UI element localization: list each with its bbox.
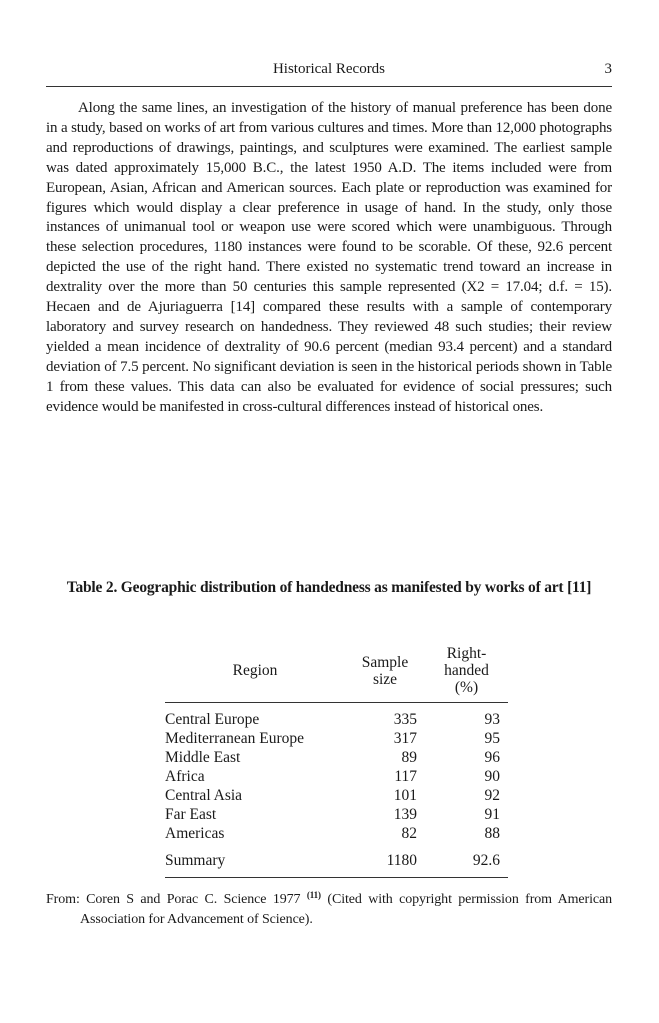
table-header-row	[165, 645, 508, 703]
source-note-prefix: From: Coren S and Porac C. Science 1977	[46, 892, 307, 907]
table-row	[165, 767, 508, 786]
cell-region: Far East	[165, 806, 217, 823]
source-note-suffix: (Cited with copyright permission from American Association for Advancement of Science).	[80, 892, 613, 927]
citation-reference: (11)	[306, 890, 321, 900]
running-title: Historical Records	[272, 61, 386, 77]
cell-region: Central Europe	[165, 711, 260, 728]
table-row	[165, 824, 508, 843]
cell-right-handed: 96	[484, 749, 500, 766]
cell-sample-size: 82	[401, 825, 417, 842]
table-row	[165, 729, 508, 748]
cell-right-handed: 92.6	[425, 843, 508, 878]
cell-sample-size: 89	[401, 749, 417, 766]
header-sample-size: Sample size	[345, 645, 425, 703]
cell-right-handed: 92	[484, 787, 500, 804]
body-text	[46, 99, 612, 418]
cell-sample-size: 335	[393, 711, 417, 728]
table-row	[165, 748, 508, 767]
handedness-table	[165, 645, 508, 878]
running-header	[46, 58, 612, 80]
cell-sample-size: 139	[393, 806, 417, 823]
cell-right-handed: 95	[484, 730, 500, 747]
cell-right-handed: 88	[484, 825, 500, 842]
header-rule	[46, 86, 612, 87]
cell-sample-size: 317	[393, 730, 417, 747]
header-region: Region	[165, 645, 345, 703]
table-row	[165, 703, 508, 730]
cell-region: Middle East	[165, 749, 241, 766]
body-paragraph: Along the same lines, an investigation of the history of manual preference has been done in a study, based on works of art from various cultures and times. More than 12,000 photographs and reproductions of drawings, paintings, and sculptures were examined. The earliest sample was dated approximately 15,000 B.C., the latest 1950 A.D. The items included were from European, Asian, African and American sources. Each plate or reproduction was examined for figures which would display a clear preference in usage of hand. In the study, only those instances of unimanual tool or weapon use were scored which were unambiguous. Through these selection procedures, 1180 instances were found to be scorable. Of these, 92.6 percent depicted the use of the right hand. There existed no systematic trend toward an increase in dextrality over the more than 50 centuries this sample represented (X2 = 17.04; d.f. = 15). Hecaen and de Ajuriaguerra [14] compared these results with a sample of contemporary laboratory and survey research on handedness. They reviewed 48 such studies; their review yielded a mean incidence of dextrality of 90.6 percent (median 93.4 percent) and a standard deviation of 7.5 percent. No significant deviation is seen in the historical periods shown in Table 1 from these values. This data can also be evaluated for evidence of social pressures; such evidence would be manifested in cross-cultural differences instead of historical ones.	[46, 100, 612, 415]
cell-right-handed: 91	[484, 806, 500, 823]
table-caption: Table 2. Geographic distribution of handedness as manifested by works of art [11]	[66, 579, 592, 596]
table-row	[165, 786, 508, 805]
cell-region: Summary	[165, 843, 345, 878]
table-row	[165, 805, 508, 824]
cell-region: Central Asia	[165, 787, 243, 804]
table-source-note	[46, 890, 612, 930]
header-right-handed: Right- handed (%)	[425, 645, 508, 703]
cell-region: Mediterranean Europe	[165, 730, 305, 747]
cell-region: Americas	[165, 825, 225, 842]
cell-region: Africa	[165, 768, 205, 785]
table-summary-row	[165, 843, 508, 878]
cell-sample-size: 101	[393, 787, 417, 804]
page-number: 3	[604, 61, 612, 77]
cell-sample-size: 1180	[345, 843, 425, 878]
cell-right-handed: 93	[484, 711, 500, 728]
cell-right-handed: 90	[484, 768, 500, 785]
cell-sample-size: 117	[394, 768, 417, 785]
